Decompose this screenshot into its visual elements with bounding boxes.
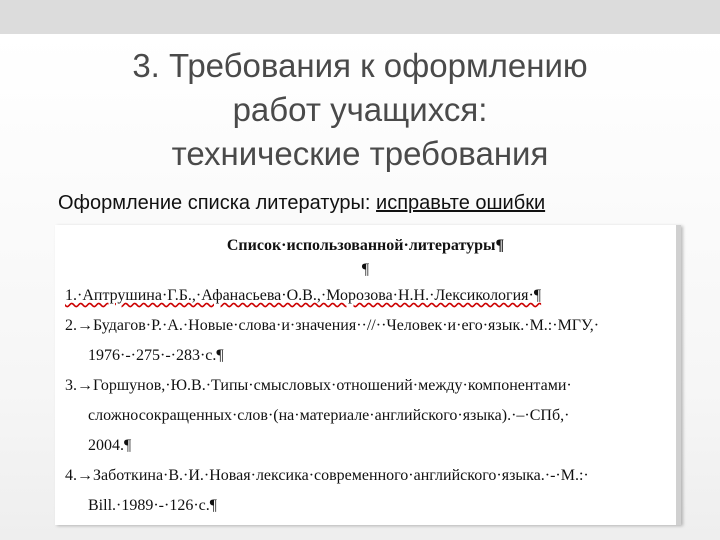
bibliography-entry-3-line-3: 2004.¶ <box>88 437 132 454</box>
slide-subtitle <box>58 192 678 215</box>
top-band <box>0 0 720 34</box>
subtitle-underlined-text: исправьте ошибки <box>376 192 546 214</box>
bibliography-heading: Список·использованной·литературы¶ <box>226 237 505 254</box>
bibliography-entry-3-line-1: 3.→Горшунов,·Ю.В.·Типы·смысловых·отношений·между·компонентами· <box>65 377 572 394</box>
slide-title <box>60 44 660 176</box>
document-screenshot <box>55 225 681 525</box>
title-line-2: работ учащихся: <box>232 91 488 128</box>
bibliography-entry-4-line-2: Bill.·1989·-·126·с.¶ <box>88 497 217 514</box>
bibliography-entry-4-line-1: 4.→Заботкина·В.·И.·Новая·лексика·современного·английского·языка.·-·М.:· <box>65 467 589 484</box>
empty-paragraph-mark: ¶ <box>361 261 370 278</box>
bibliography-entry-2-line-1: 2.→Будагов·Р.·А.·Новые·слова·и·значения··//··Человек·и·его·язык.·М.:·МГУ,· <box>65 317 600 334</box>
bibliography-entry-1: 1.·Аптрушина·Г.Б.,·Афанасьева·О.В.,·Морозова·Н.Н.·Лексикология·¶ <box>65 287 542 304</box>
bibliography-entry-3-line-2: сложносокращенных·слов·(на·материале·английского·языка).·–·СПб,· <box>88 407 570 424</box>
subtitle-text: Оформление списка литературы: <box>58 192 377 214</box>
title-line-3: технические требования <box>171 135 549 172</box>
bibliography-entry-2-line-2: 1976·-·275·-·283·с.¶ <box>88 347 224 364</box>
title-line-1: 3. Требования к оформлению <box>132 47 588 84</box>
